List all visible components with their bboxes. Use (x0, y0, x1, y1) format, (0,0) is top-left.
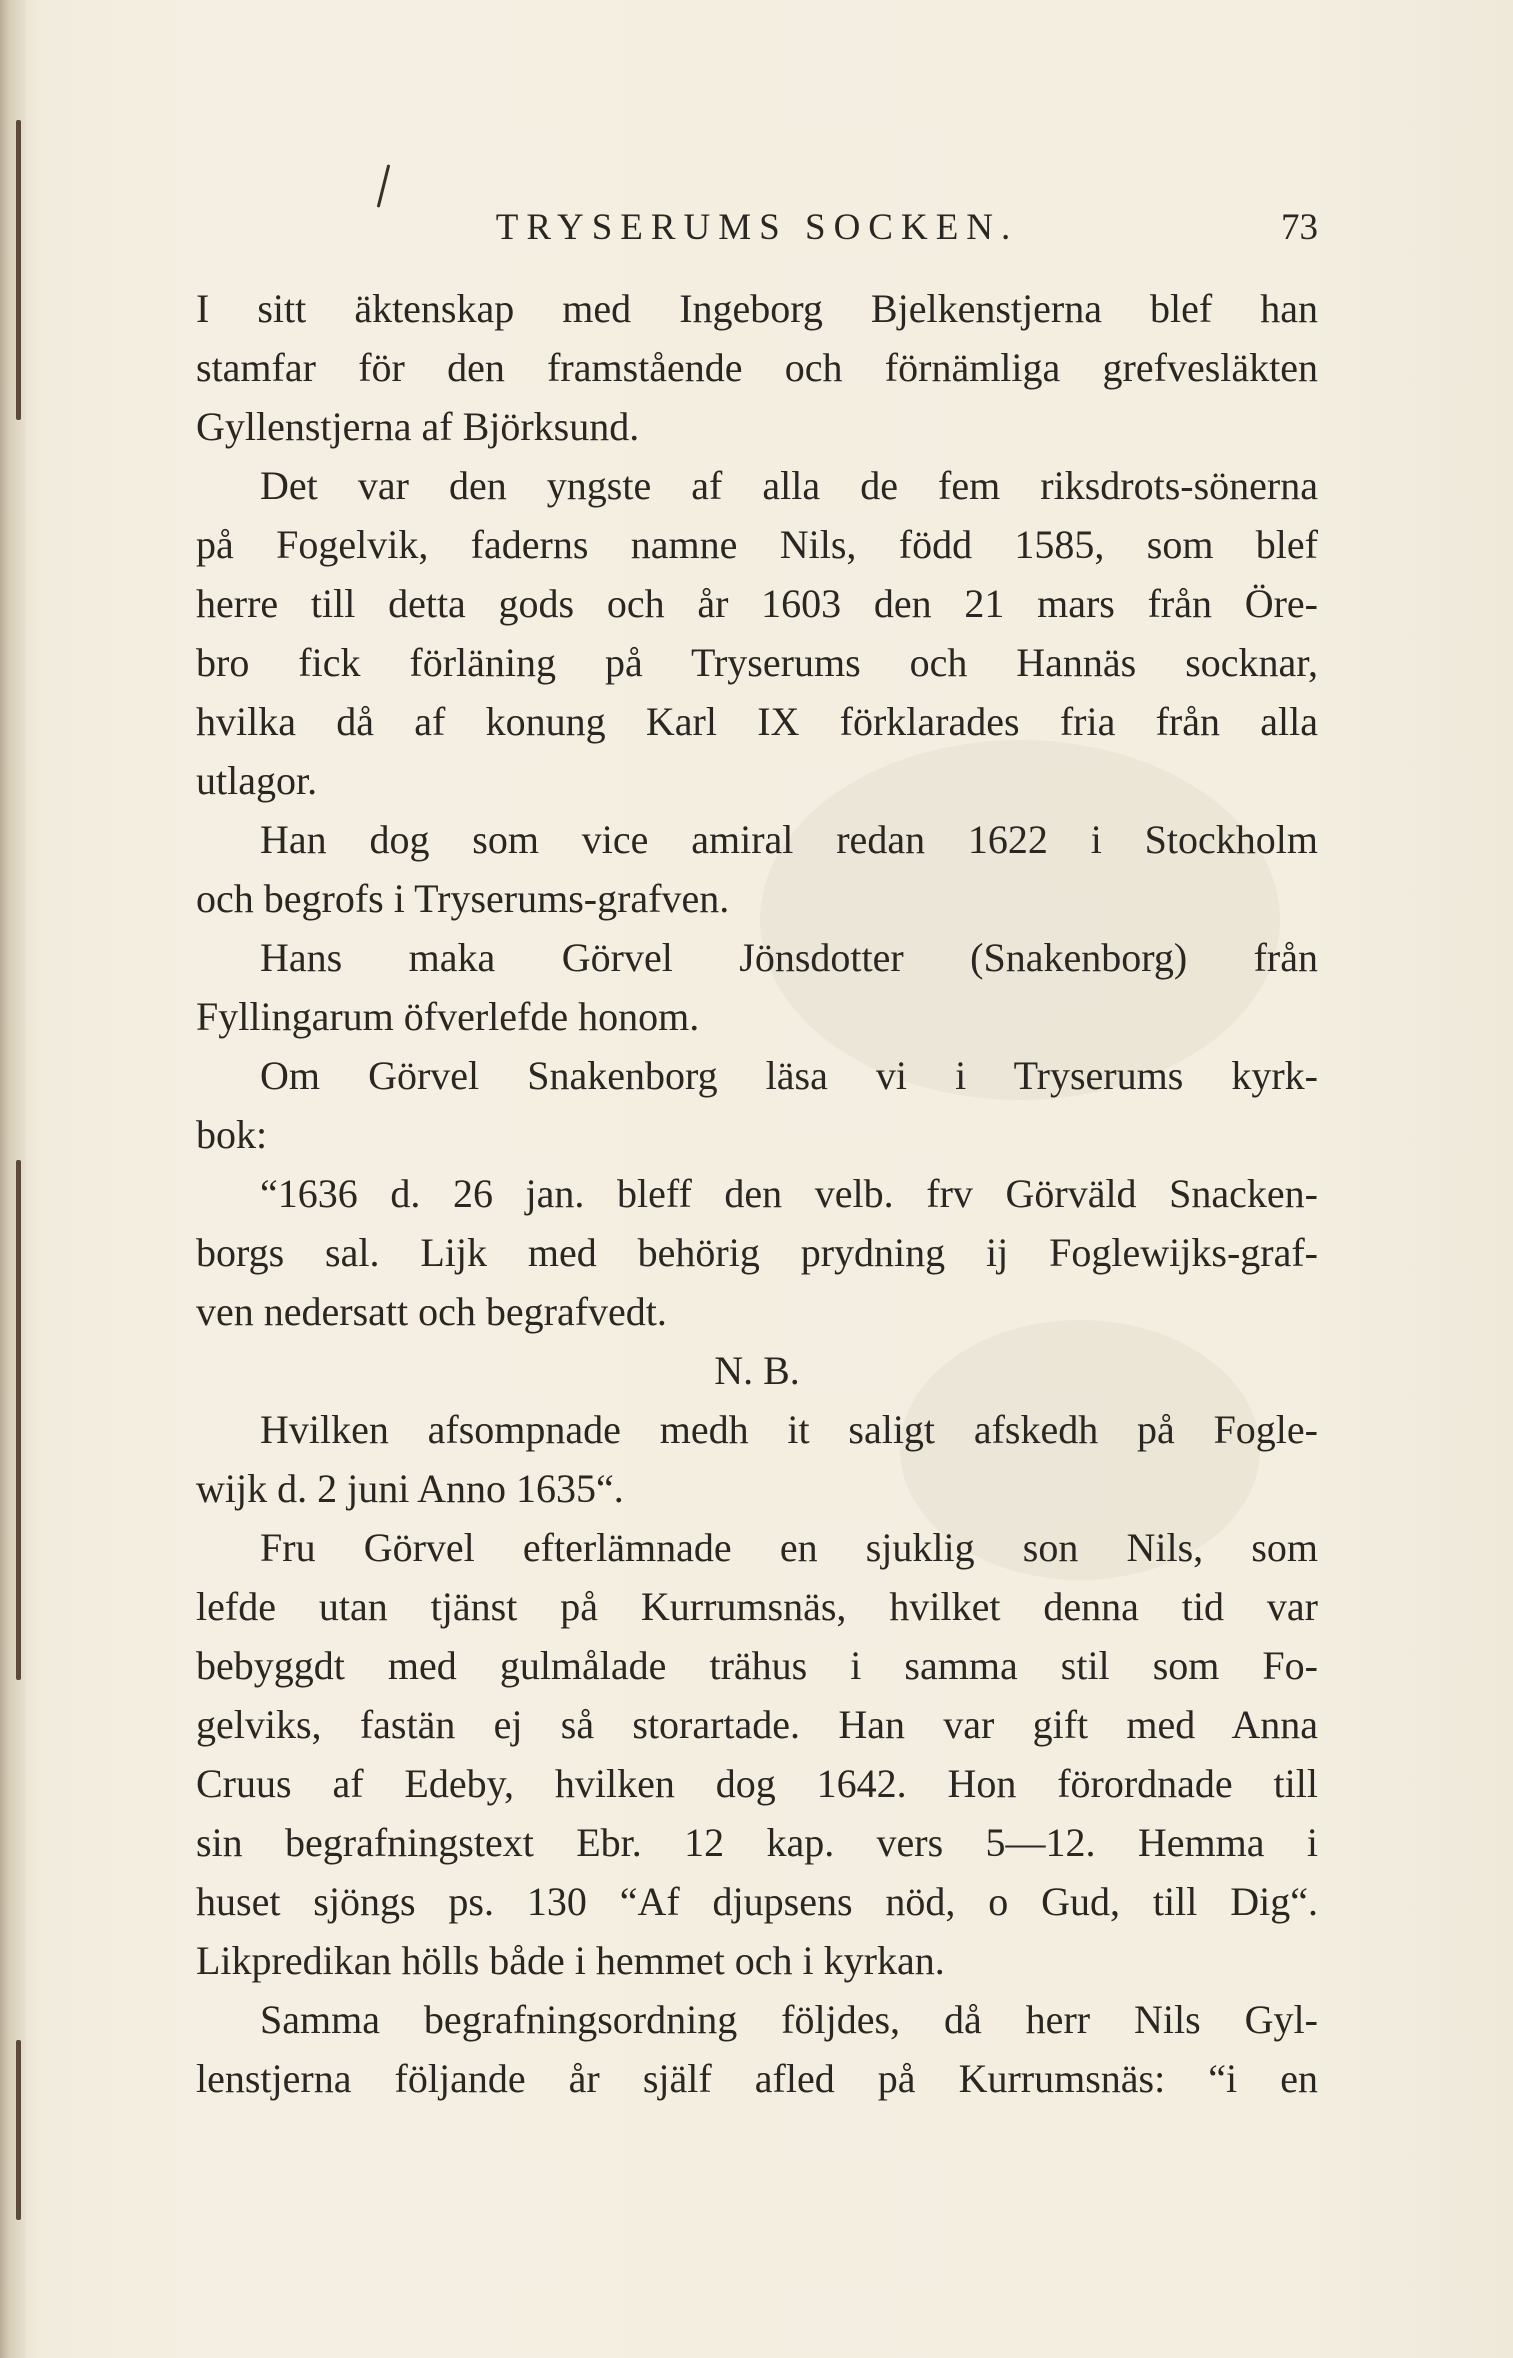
text-line: Samma begrafningsordning följdes, då herr Nils Gyl- (260, 1997, 1318, 2042)
text-line: på Fogelvik, faderns namne Nils, född 1585, som blef (196, 522, 1318, 567)
text-line: Gyllenstjerna af Björksund. (196, 404, 640, 449)
text-line: borgs sal. Lijk med behörig prydning ij Foglewijks-graf- (196, 1230, 1318, 1275)
binding-thread (16, 2040, 21, 2220)
body-text (196, 279, 1318, 2108)
text-line: wijk d. 2 juni Anno 1635“. (196, 1466, 624, 1511)
text-line: herre till detta gods och år 1603 den 21 mars från Öre- (196, 581, 1318, 626)
text-line: Fyllingarum öfverlefde honom. (196, 994, 700, 1039)
binding-thread (16, 1160, 21, 1680)
text-line: N. B. (714, 1348, 800, 1393)
text-line: Om Görvel Snakenborg läsa vi i Tryserums kyrk- (260, 1053, 1318, 1098)
text-line: Likpredikan hölls både i hemmet och i kyrkan. (196, 1938, 945, 1983)
text-line: Det var den yngste af alla de fem riksdrots-sönerna (260, 463, 1318, 508)
text-line: huset sjöngs ps. 130 “Af djupsens nöd, o Gud, till Dig“. (196, 1879, 1318, 1924)
text-line: sin begrafningstext Ebr. 12 kap. vers 5—12. Hemma i (196, 1820, 1318, 1865)
text-line: Han dog som vice amiral redan 1622 i Stockholm (260, 817, 1318, 862)
text-line: “1636 d. 26 jan. bleff den velb. frv Görväld Snacken- (260, 1171, 1318, 1216)
text-line: bro fick förläning på Tryserums och Hannäs socknar, (196, 640, 1318, 685)
text-line: och begrofs i Tryserums-grafven. (196, 876, 730, 921)
text-line: ven nedersatt och begrafvedt. (196, 1289, 667, 1334)
text-line: I sitt äktenskap med Ingeborg Bjelkenstjerna blef han (196, 286, 1318, 331)
text-line: lefde utan tjänst på Kurrumsnäs, hvilket denna tid var (196, 1584, 1318, 1629)
text-line: stamfar för den framstående och förnämliga grefvesläkten (196, 345, 1318, 390)
page-binding (0, 0, 26, 2358)
binding-thread (16, 120, 21, 420)
text-line: Fru Görvel efterlämnade en sjuklig son Nils, som (260, 1525, 1318, 1570)
text-line: lenstjerna följande år själf afled på Kurrumsnäs: “i en (196, 2056, 1318, 2101)
running-title: TRYSERUMS SOCKEN. (495, 207, 1019, 248)
text-line: Hvilken afsompnade medh it saligt afskedh på Fogle- (260, 1407, 1318, 1452)
text-line: bok: (196, 1112, 268, 1157)
text-line: gelviks, fastän ej så storartade. Han var gift med Anna (196, 1702, 1318, 1747)
text-line: Hans maka Görvel Jönsdotter (Snakenborg) från (260, 935, 1318, 980)
text-line: utlagor. (196, 758, 318, 803)
text-line: Cruus af Edeby, hvilken dog 1642. Hon förordnade till (196, 1761, 1318, 1806)
text-line: bebyggdt med gulmålade trähus i samma stil som Fo- (196, 1643, 1318, 1688)
page-number: 73 (1281, 207, 1318, 248)
running-head (196, 198, 1318, 258)
text-line: hvilka då af konung Karl IX förklarades fria från alla (196, 699, 1318, 744)
